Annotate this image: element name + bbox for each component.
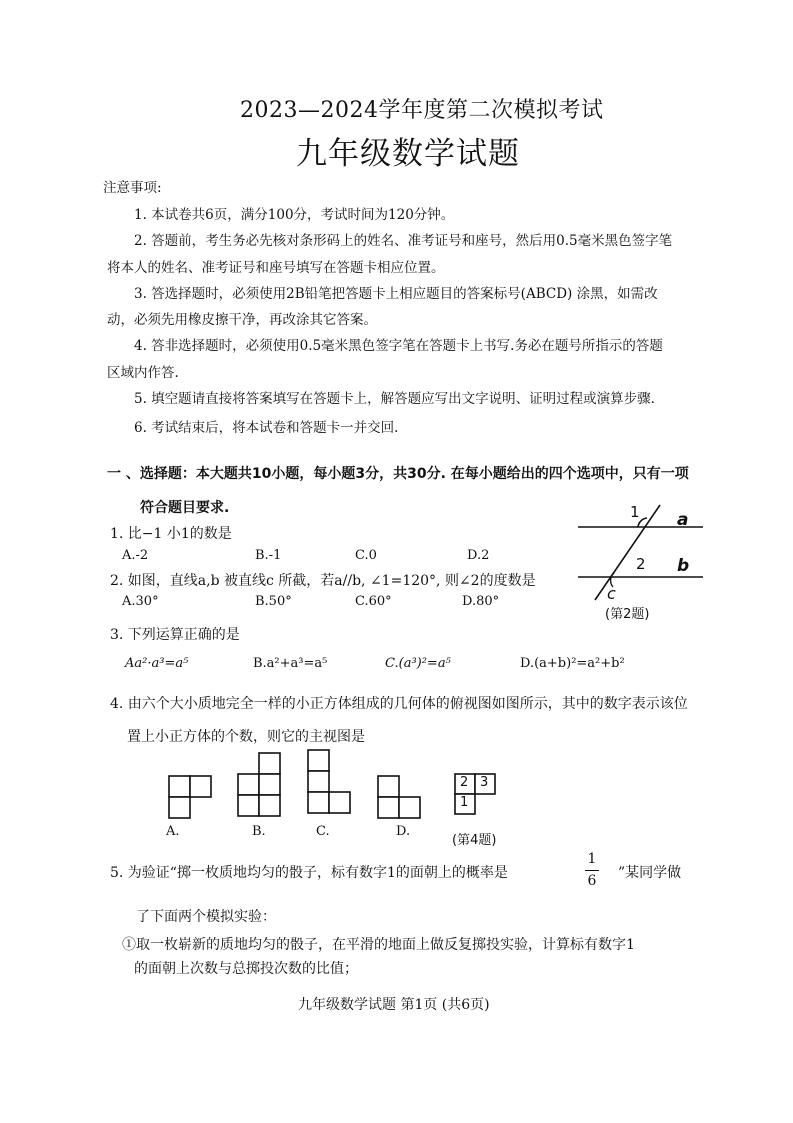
q5-item-1: ①取一枚崭新的质地均匀的骰子，在平滑的地面上做反复掷投实验，计算标有数字1	[122, 937, 635, 953]
notes-heading: 注意事项:	[103, 180, 162, 196]
q2-caption: (第2题)	[605, 607, 650, 622]
option-a-figure	[169, 776, 211, 818]
note-line: 5. 填空题请直接将答案填写在答题卡上，解答题应写出文字说明、证明过程或演算步骤.	[134, 391, 655, 407]
line-a-label: a	[677, 510, 689, 530]
line-b-label: b	[677, 556, 690, 576]
section-heading-cont: 符合题目要求.	[140, 500, 230, 516]
note-line: 将本人的姓名、准考证号和座号填写在答题卡相应位置。	[107, 260, 445, 276]
option-c-figure	[308, 750, 350, 813]
note-line: 2. 答题前，考生务必先核对条形码上的姓名、准考证号和座号，然后用0.5毫米黑色签字笔	[134, 233, 673, 249]
line-c-label: c	[607, 584, 616, 603]
note-line: 1. 本试卷共6页，满分100分，考试时间为120分钟。	[134, 207, 455, 223]
q2-option-a: A.30°	[122, 594, 159, 609]
top-view-number: 2	[460, 775, 469, 790]
note-line: 3. 答选择题时，必须使用2B铅笔把答题卡上相应题目的答案标号(ABCD) 涂黑，如需改	[134, 286, 658, 302]
q5-stem-cont: 了下面两个模拟实验：	[136, 909, 276, 925]
line-c	[595, 505, 660, 600]
q3-option-b: B.a²+a³=a⁵	[253, 656, 328, 671]
q4-label-c: C.	[316, 824, 330, 839]
q2-option-b: B.50°	[255, 594, 292, 609]
q1-option-b: B.-1	[255, 548, 282, 563]
note-line: 6. 考试结束后，将本试卷和答题卡一并交回.	[134, 420, 399, 436]
q4-option-figures	[160, 744, 500, 824]
q3-option-c: C.(a³)²=a⁵	[385, 656, 451, 671]
note-line: 动，必须先用橡皮擦干净，再改涂其它答案。	[107, 312, 377, 328]
option-d-figure	[378, 776, 420, 818]
q4-label-a: A.	[166, 824, 180, 839]
q3-option-a: Aa²·a³=a⁵	[125, 656, 189, 671]
q1-stem: 1. 比−1 小1的数是	[110, 526, 232, 542]
q3-stem: 3. 下列运算正确的是	[110, 627, 240, 643]
angle-2-label: 2	[636, 555, 646, 573]
exam-title: 2023—2024学年度第二次模拟考试	[240, 98, 604, 123]
page-footer: 九年级数学试题 第1页 (共6页)	[298, 997, 490, 1013]
q1-option-d: D.2	[467, 548, 490, 563]
section-heading: 一 、选择题：本大题共10小题，每小题3分，共30分. 在每小题给出的四个选项中，只有一项	[107, 466, 689, 482]
q1-option-c: C.0	[355, 548, 377, 563]
q4-caption: (第4题)	[452, 833, 497, 848]
option-b-figure	[238, 753, 280, 816]
q5-item-1-cont: 的面朝上次数与总掷投次数的比值；	[134, 961, 358, 977]
q1-option-a: A.-2	[122, 548, 149, 563]
q4-label-d: D.	[396, 824, 411, 839]
top-view-number: 3	[480, 775, 489, 790]
q5-stem: 5. 为验证“掷一枚质地均匀的骰子，标有数字1的面朝上的概率是	[110, 865, 508, 881]
note-line: 4. 答非选择题时，必须使用0.5毫米黑色签字笔在答题卡上书写.务必在题号所指示的答题	[134, 338, 663, 354]
q4-stem-cont: 置上小正方体的个数，则它的主视图是	[127, 729, 365, 745]
top-view-number: 1	[460, 795, 469, 810]
note-line: 区域内作答.	[107, 365, 179, 381]
q2-option-c: C.60°	[355, 594, 392, 609]
angle-1-label: 1	[630, 503, 640, 521]
paper-title: 九年级数学试题	[296, 136, 520, 172]
q4-stem: 4. 由六个大小质地完全一样的小正方体组成的几何体的俯视图如图所示，其中的数字表示该位	[110, 696, 688, 712]
q3-option-d: D.(a+b)²=a²+b²	[520, 656, 625, 671]
fraction-numerator: 1	[587, 851, 597, 867]
q2-option-d: D.80°	[462, 594, 500, 609]
fraction-denominator: 6	[587, 873, 597, 889]
q4-label-b: B.	[252, 824, 266, 839]
fraction-bar	[585, 870, 599, 871]
q5-stem-suffix: ”某同学做	[618, 865, 682, 881]
q2-stem: 2. 如图，直线a,b 被直线c 所截，若a//b, ∠1=120°, 则∠2的度数是	[110, 573, 536, 589]
